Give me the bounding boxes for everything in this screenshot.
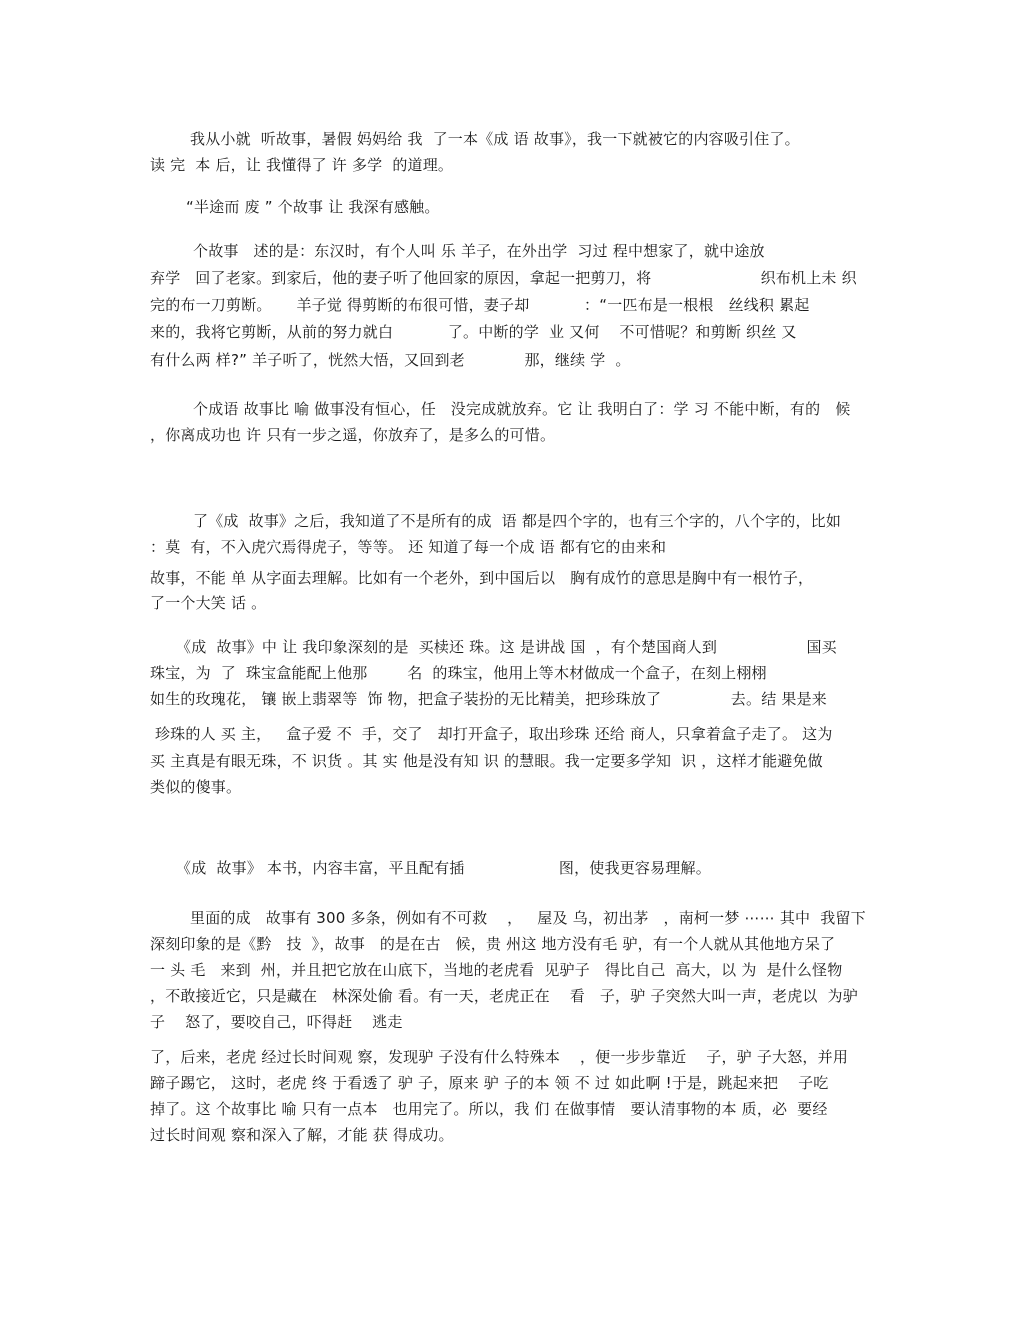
intro-line-1: 我从小就 听故事，暑假 妈妈给 我 了一本《成 语 故事》，我一下就被它的内容吸引住了。: [190, 130, 800, 148]
donkey-line-9: 过长时间观 察和深入了解，才能 获 得成功。: [150, 1126, 454, 1144]
moral-line-1: 个成语 故事比 喻 做事没有恒心，任 没完成就放弃。它 让 我明白了：学 习 不能中断，有的 候: [193, 400, 851, 418]
story-line-2: 弃学 回了老家。到家后，他的妻子听了他回家的原因，拿起一把剪刀，将 织布机上未 织: [150, 269, 857, 287]
idiom-line-4: 了一个大笑 话 。: [150, 594, 267, 612]
book-line-1: 《成 故事》 本书，内容丰富，平且配有插 图，使我更容易理解。: [176, 859, 711, 877]
casket-line-3: 如生的玫瑰花， 镶 嵌上翡翠等 饰 物，把盒子装扮的无比精美，把珍珠放了 去。结 果是来: [150, 690, 827, 708]
donkey-line-5: 子 怒了，要咬自己，吓得赶 逃走: [150, 1013, 403, 1031]
idiom-line-2: ：莫 有，不入虎穴焉得虎子，等等。 还 知道了每一个成 语 都有它的由来和: [150, 538, 667, 556]
donkey-line-8: 掉了。这 个故事比 喻 只有一点本 也用完了。所以，我 们 在做事情 要认清事物的本 质，必 要经: [150, 1100, 828, 1118]
story-line-4: 来的，我将它剪断，从前的努力就白 了。中断的学 业 又何 不可惜呢？和剪断 织丝 又: [150, 323, 797, 341]
intro-line-2: 读 完 本 后，让 我懂得了 许 多学 的道理。: [150, 156, 454, 174]
idiom-line-1: 了《成 故事》之后，我知道了不是所有的成 语 都是四个字的，也有三个字的，八个字的，比如: [193, 512, 842, 530]
story-line-5: 有什么两 样?” 羊子听了，恍然大悟，又回到老 那，继续 学 。: [150, 351, 631, 369]
casket-line-5: 买 主真是有眼无珠，不 识货 。其 实 他是没有知 识 的慧眼。我一定要多学知 识 ，这样才能避免做: [150, 752, 823, 770]
casket-line-6: 类似的傻事。: [150, 778, 242, 796]
moral-line-2: ，你离成功也 许 只有一步之遥，你放弃了，是多么的可惜。: [150, 426, 556, 444]
casket-line-2: 珠宝，为 了 珠宝盒能配上他那 名 的珠宝，他用上等木材做成一个盒子，在刻上栩栩: [150, 664, 767, 682]
topic-line-1: “半途而 废 ” 个故事 让 我深有感触。: [186, 198, 440, 216]
donkey-line-6: 了，后来，老虎 经过长时间观 察，发现驴 子没有什么特殊本 ，便一步步靠近 子，驴 子大怒，并用: [150, 1048, 849, 1066]
donkey-line-3: 一 头 毛 来到 州，并且把它放在山底下，当地的老虎看 见驴子 得比自己 高大，以 为 是什么怪物: [150, 961, 843, 979]
casket-line-4: 珍珠的人 买 主， 盒子爱 不 手，交了 却打开盒子，取出珍珠 还给 商人，只拿着盒子走了。 这为: [150, 725, 833, 743]
story-line-3: 完的布一刀剪断。 羊子觉 得剪断的布很可惜，妻子却 ：“一匹布是一根根 丝线积 累起: [150, 296, 810, 314]
casket-line-1: 《成 故事》中 让 我印象深刻的是 买椟还 珠。这 是讲战 国 ，有个楚国商人到 国买: [176, 638, 837, 656]
donkey-line-7: 蹄子踢它， 这时，老虎 终 于看透了 驴 子，原来 驴 子的本 领 不 过 如此啊 !于是，跳起来把 子吃: [150, 1074, 829, 1092]
donkey-line-1: 里面的成 故事有 300 多条，例如有不可救 ， 屋及 乌，初出茅 ，南柯一梦 ⋯⋯ 其中 我留下: [190, 909, 866, 927]
donkey-line-2: 深刻印象的是《黔 技 》，故事 的是在古 候，贵 州这 地方没有毛 驴，有一个人就从其他地方呆了: [150, 935, 836, 953]
donkey-line-4: ，不敢接近它，只是藏在 林深处偷 看。有一天，老虎正在 看 子，驴 子突然大叫一声，老虎以 为驴: [150, 987, 858, 1005]
story-line-1: 个故事 述的是：东汉时，有个人叫 乐 羊子，在外出学 习过 程中想家了，就中途放: [193, 242, 765, 260]
idiom-line-3: 故事，不能 单 从字面去理解。比如有一个老外，到中国后以 胸有成竹的意思是胸中有一根竹子，: [150, 569, 814, 587]
